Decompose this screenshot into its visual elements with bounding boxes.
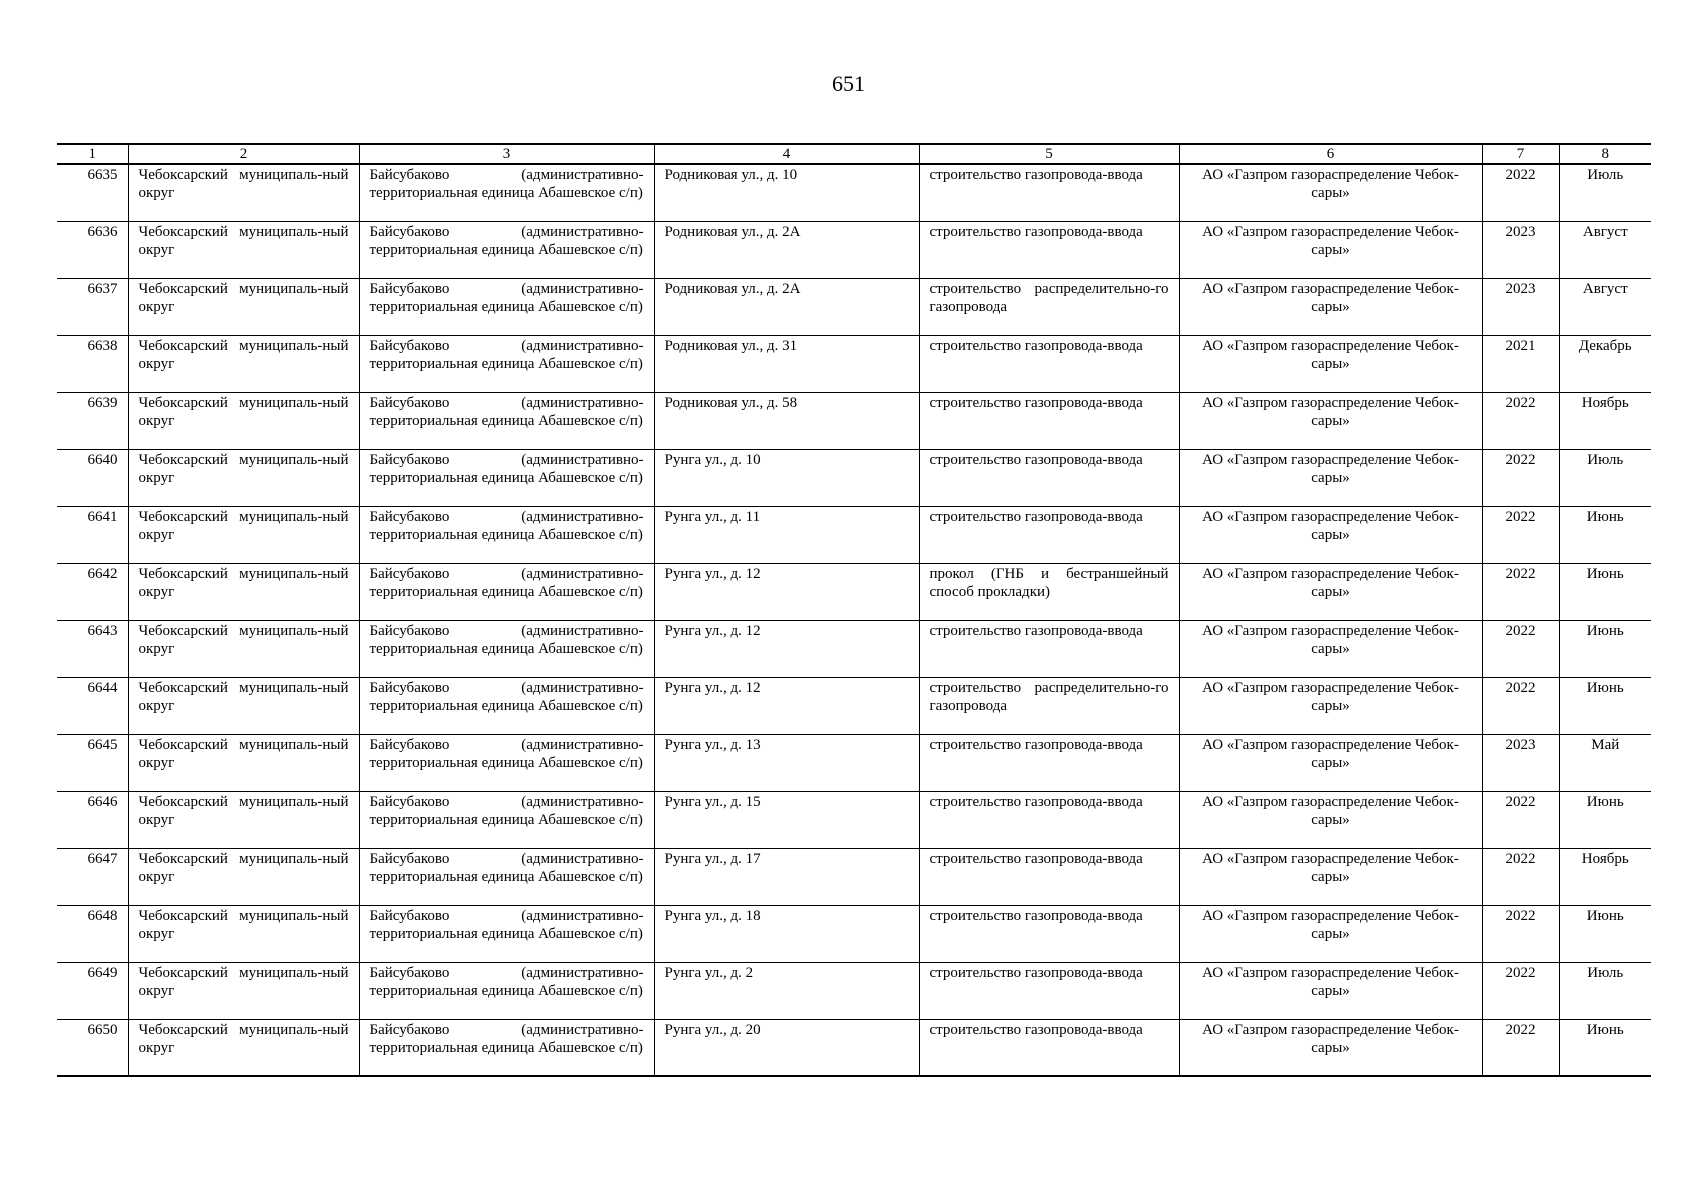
cell-address: Рунга ул., д. 10 — [654, 449, 919, 506]
cell-district: Чебоксарский муниципаль-ный округ — [128, 449, 359, 506]
cell-locality: Байсубаково (административно-территориальная единица Абашевское с/п) — [359, 1019, 654, 1076]
cell-work-type: строительство газопровода-ввода — [919, 734, 1179, 791]
cell-month: Май — [1559, 734, 1651, 791]
cell-district: Чебоксарский муниципаль-ный округ — [128, 335, 359, 392]
table-row — [57, 905, 1651, 962]
cell-locality: Байсубаково (административно-территориальная единица Абашевское с/п) — [359, 506, 654, 563]
cell-district: Чебоксарский муниципаль-ный округ — [128, 1019, 359, 1076]
cell-address: Рунга ул., д. 18 — [654, 905, 919, 962]
cell-year: 2022 — [1482, 392, 1559, 449]
cell-number: 6638 — [57, 335, 128, 392]
cell-organization: АО «Газпром газораспределение Чебок-сары» — [1179, 734, 1482, 791]
column-header-2: 2 — [128, 144, 359, 164]
table-row — [57, 335, 1651, 392]
cell-year: 2022 — [1482, 962, 1559, 1019]
cell-address: Родниковая ул., д. 2А — [654, 221, 919, 278]
cell-year: 2023 — [1482, 221, 1559, 278]
column-header-1: 1 — [57, 144, 128, 164]
cell-organization: АО «Газпром газораспределение Чебок-сары» — [1179, 677, 1482, 734]
cell-month: Июнь — [1559, 677, 1651, 734]
cell-work-type: строительство газопровода-ввода — [919, 506, 1179, 563]
cell-number: 6645 — [57, 734, 128, 791]
cell-district: Чебоксарский муниципаль-ный округ — [128, 620, 359, 677]
cell-year: 2022 — [1482, 848, 1559, 905]
cell-address: Рунга ул., д. 12 — [654, 563, 919, 620]
table-row — [57, 734, 1651, 791]
table-row — [57, 620, 1651, 677]
cell-district: Чебоксарский муниципаль-ный округ — [128, 278, 359, 335]
cell-organization: АО «Газпром газораспределение Чебок-сары» — [1179, 506, 1482, 563]
cell-month: Июнь — [1559, 791, 1651, 848]
cell-district: Чебоксарский муниципаль-ный округ — [128, 962, 359, 1019]
cell-year: 2022 — [1482, 449, 1559, 506]
cell-address: Родниковая ул., д. 10 — [654, 164, 919, 221]
table-row — [57, 1019, 1651, 1076]
cell-district: Чебоксарский муниципаль-ный округ — [128, 734, 359, 791]
cell-locality: Байсубаково (административно-территориальная единица Абашевское с/п) — [359, 734, 654, 791]
cell-number: 6650 — [57, 1019, 128, 1076]
cell-locality: Байсубаково (административно-территориальная единица Абашевское с/п) — [359, 620, 654, 677]
cell-organization: АО «Газпром газораспределение Чебок-сары» — [1179, 620, 1482, 677]
cell-month: Июль — [1559, 962, 1651, 1019]
cell-number: 6646 — [57, 791, 128, 848]
column-header-7: 7 — [1482, 144, 1559, 164]
cell-locality: Байсубаково (административно-территориальная единица Абашевское с/п) — [359, 221, 654, 278]
cell-address: Родниковая ул., д. 58 — [654, 392, 919, 449]
cell-number: 6641 — [57, 506, 128, 563]
cell-locality: Байсубаково (административно-территориальная единица Абашевское с/п) — [359, 392, 654, 449]
cell-number: 6639 — [57, 392, 128, 449]
column-header-6: 6 — [1179, 144, 1482, 164]
table-row — [57, 278, 1651, 335]
cell-organization: АО «Газпром газораспределение Чебок-сары» — [1179, 164, 1482, 221]
column-header-8: 8 — [1559, 144, 1651, 164]
cell-number: 6647 — [57, 848, 128, 905]
page-number: 651 — [832, 71, 865, 96]
cell-address: Родниковая ул., д. 2А — [654, 278, 919, 335]
cell-work-type: строительство газопровода-ввода — [919, 1019, 1179, 1076]
cell-district: Чебоксарский муниципаль-ный округ — [128, 563, 359, 620]
cell-address: Рунга ул., д. 15 — [654, 791, 919, 848]
cell-district: Чебоксарский муниципаль-ный округ — [128, 791, 359, 848]
cell-work-type: строительство газопровода-ввода — [919, 392, 1179, 449]
table-row — [57, 962, 1651, 1019]
column-header-3: 3 — [359, 144, 654, 164]
cell-month: Июль — [1559, 164, 1651, 221]
cell-year: 2022 — [1482, 905, 1559, 962]
cell-work-type: строительство газопровода-ввода — [919, 620, 1179, 677]
column-header-5: 5 — [919, 144, 1179, 164]
cell-address: Рунга ул., д. 12 — [654, 620, 919, 677]
cell-month: Июнь — [1559, 506, 1651, 563]
cell-month: Декабрь — [1559, 335, 1651, 392]
cell-address: Рунга ул., д. 2 — [654, 962, 919, 1019]
cell-month: Ноябрь — [1559, 848, 1651, 905]
cell-locality: Байсубаково (административно-территориальная единица Абашевское с/п) — [359, 563, 654, 620]
cell-locality: Байсубаково (административно-территориальная единица Абашевское с/п) — [359, 962, 654, 1019]
cell-year: 2022 — [1482, 563, 1559, 620]
cell-organization: АО «Газпром газораспределение Чебок-сары» — [1179, 791, 1482, 848]
cell-organization: АО «Газпром газораспределение Чебок-сары» — [1179, 221, 1482, 278]
cell-address: Рунга ул., д. 17 — [654, 848, 919, 905]
gas-works-table — [57, 143, 1651, 1077]
cell-month: Июнь — [1559, 905, 1651, 962]
cell-district: Чебоксарский муниципаль-ный округ — [128, 221, 359, 278]
cell-work-type: строительство газопровода-ввода — [919, 221, 1179, 278]
table-row — [57, 677, 1651, 734]
cell-month: Август — [1559, 278, 1651, 335]
cell-year: 2022 — [1482, 677, 1559, 734]
cell-number: 6635 — [57, 164, 128, 221]
cell-organization: АО «Газпром газораспределение Чебок-сары» — [1179, 905, 1482, 962]
cell-organization: АО «Газпром газораспределение Чебок-сары» — [1179, 563, 1482, 620]
cell-district: Чебоксарский муниципаль-ный округ — [128, 848, 359, 905]
cell-number: 6648 — [57, 905, 128, 962]
table-row — [57, 506, 1651, 563]
cell-number: 6644 — [57, 677, 128, 734]
cell-year: 2023 — [1482, 734, 1559, 791]
cell-locality: Байсубаково (административно-территориальная единица Абашевское с/п) — [359, 449, 654, 506]
table-row — [57, 563, 1651, 620]
cell-address: Родниковая ул., д. 31 — [654, 335, 919, 392]
cell-year: 2021 — [1482, 335, 1559, 392]
cell-organization: АО «Газпром газораспределение Чебок-сары» — [1179, 962, 1482, 1019]
cell-locality: Байсубаково (административно-территориальная единица Абашевское с/п) — [359, 791, 654, 848]
cell-work-type: строительство распределительно-го газопровода — [919, 677, 1179, 734]
cell-address: Рунга ул., д. 12 — [654, 677, 919, 734]
cell-year: 2022 — [1482, 506, 1559, 563]
cell-number: 6640 — [57, 449, 128, 506]
cell-year: 2022 — [1482, 1019, 1559, 1076]
cell-locality: Байсубаково (административно-территориальная единица Абашевское с/п) — [359, 335, 654, 392]
table-row — [57, 164, 1651, 221]
cell-organization: АО «Газпром газораспределение Чебок-сары» — [1179, 1019, 1482, 1076]
cell-district: Чебоксарский муниципаль-ный округ — [128, 506, 359, 563]
cell-organization: АО «Газпром газораспределение Чебок-сары» — [1179, 449, 1482, 506]
cell-work-type: строительство газопровода-ввода — [919, 164, 1179, 221]
table-row — [57, 791, 1651, 848]
cell-address: Рунга ул., д. 13 — [654, 734, 919, 791]
cell-work-type: строительство газопровода-ввода — [919, 791, 1179, 848]
table-body — [57, 164, 1651, 1076]
cell-work-type: прокол (ГНБ и бестраншейный способ прокладки) — [919, 563, 1179, 620]
cell-number: 6637 — [57, 278, 128, 335]
cell-year: 2022 — [1482, 791, 1559, 848]
cell-month: Июль — [1559, 449, 1651, 506]
cell-work-type: строительство газопровода-ввода — [919, 905, 1179, 962]
cell-work-type: строительство распределительно-го газопровода — [919, 278, 1179, 335]
header-row — [57, 144, 1651, 164]
cell-organization: АО «Газпром газораспределение Чебок-сары» — [1179, 335, 1482, 392]
cell-district: Чебоксарский муниципаль-ный округ — [128, 164, 359, 221]
cell-year: 2023 — [1482, 278, 1559, 335]
cell-number: 6649 — [57, 962, 128, 1019]
cell-organization: АО «Газпром газораспределение Чебок-сары» — [1179, 848, 1482, 905]
column-header-4: 4 — [654, 144, 919, 164]
cell-number: 6643 — [57, 620, 128, 677]
cell-number: 6642 — [57, 563, 128, 620]
table-row — [57, 221, 1651, 278]
cell-locality: Байсубаково (административно-территориальная единица Абашевское с/п) — [359, 848, 654, 905]
table-row — [57, 392, 1651, 449]
cell-district: Чебоксарский муниципаль-ный округ — [128, 392, 359, 449]
table-row — [57, 848, 1651, 905]
cell-organization: АО «Газпром газораспределение Чебок-сары» — [1179, 278, 1482, 335]
cell-address: Рунга ул., д. 20 — [654, 1019, 919, 1076]
cell-month: Июнь — [1559, 1019, 1651, 1076]
cell-month: Ноябрь — [1559, 392, 1651, 449]
cell-work-type: строительство газопровода-ввода — [919, 848, 1179, 905]
cell-work-type: строительство газопровода-ввода — [919, 962, 1179, 1019]
cell-month: Июнь — [1559, 620, 1651, 677]
cell-locality: Байсубаково (административно-территориальная единица Абашевское с/п) — [359, 278, 654, 335]
cell-year: 2022 — [1482, 620, 1559, 677]
cell-district: Чебоксарский муниципаль-ный округ — [128, 905, 359, 962]
cell-locality: Байсубаково (административно-территориальная единица Абашевское с/п) — [359, 677, 654, 734]
cell-year: 2022 — [1482, 164, 1559, 221]
cell-district: Чебоксарский муниципаль-ный округ — [128, 677, 359, 734]
cell-locality: Байсубаково (административно-территориальная единица Абашевское с/п) — [359, 905, 654, 962]
cell-month: Июнь — [1559, 563, 1651, 620]
table-row — [57, 449, 1651, 506]
cell-address: Рунга ул., д. 11 — [654, 506, 919, 563]
cell-work-type: строительство газопровода-ввода — [919, 449, 1179, 506]
cell-organization: АО «Газпром газораспределение Чебок-сары» — [1179, 392, 1482, 449]
cell-month: Август — [1559, 221, 1651, 278]
cell-number: 6636 — [57, 221, 128, 278]
cell-locality: Байсубаково (административно-территориальная единица Абашевское с/п) — [359, 164, 654, 221]
cell-work-type: строительство газопровода-ввода — [919, 335, 1179, 392]
